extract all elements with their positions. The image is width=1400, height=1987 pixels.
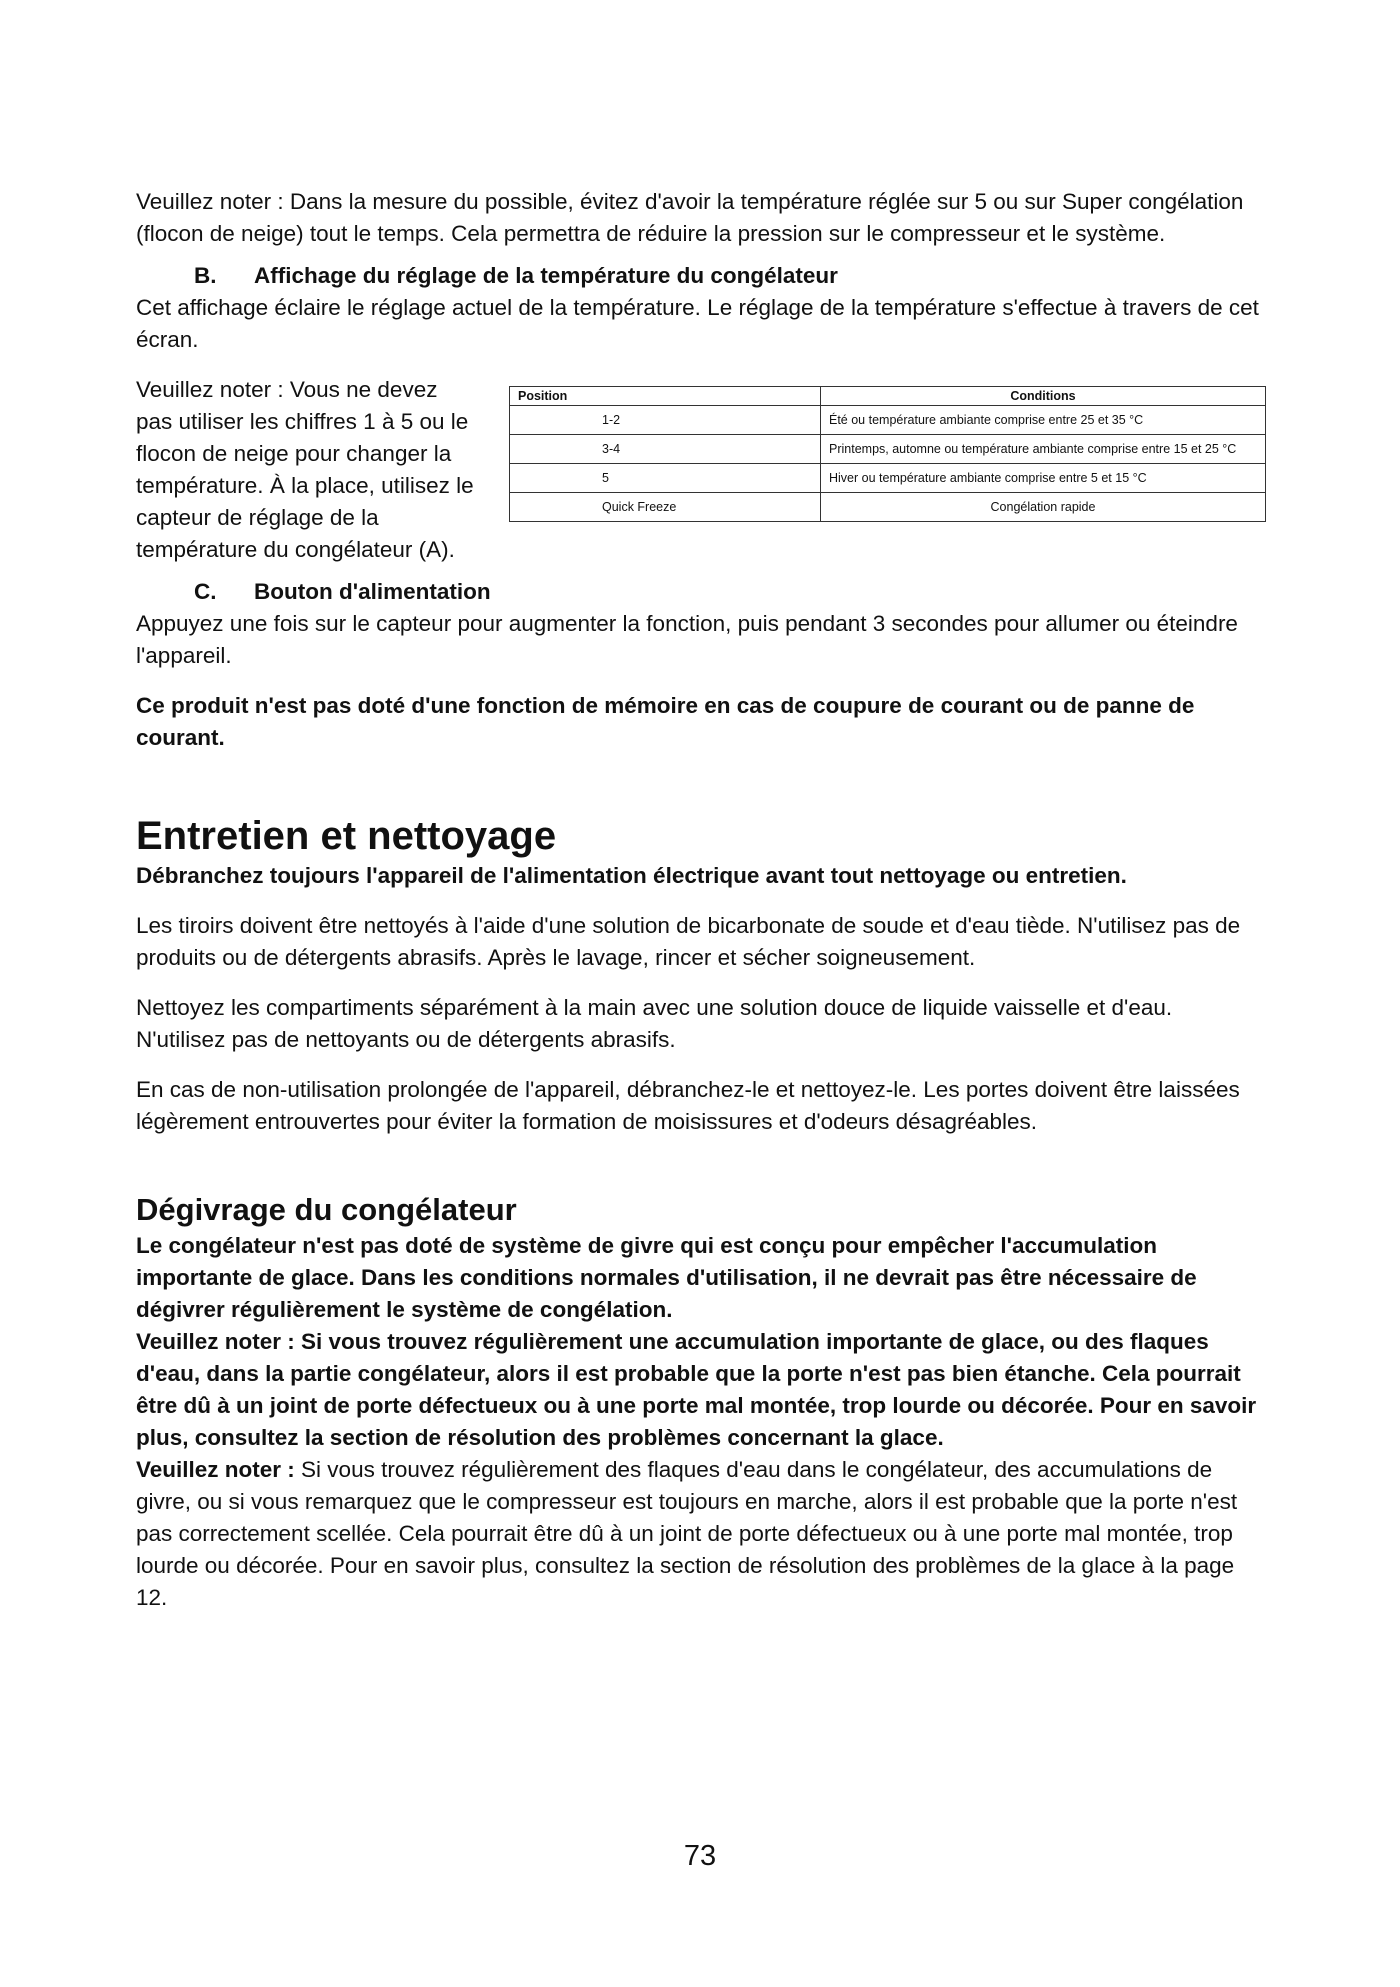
section-c-heading [136, 576, 1266, 608]
note-sensor: Veuillez noter : Vous ne devez pas utiliser les chiffres 1 à 5 ou le flocon de neige pour changer la température. À la place, utilisez le capteur de réglage de la température du congélateur (A). [136, 377, 474, 562]
conditions-table [509, 386, 1266, 522]
maintenance-warning: Débranchez toujours l'appareil de l'alimentation électrique avant tout nettoyage ou entretien. [136, 863, 1127, 888]
defrost-note-label: Veuillez noter : [136, 1457, 295, 1482]
defrost-para-1: Le congélateur n'est pas doté de système de givre qui est conçu pour empêcher l'accumulation importante de glace. Dans les conditions normales d'utilisation, il ne devrait pas être nécessaire de dégivrer régulièrement le système de congélation. [136, 1233, 1197, 1322]
cell-position: 5 [510, 464, 821, 493]
note-and-table [136, 374, 1266, 566]
defrost-note-body: Si vous trouvez régulièrement des flaques d'eau dans le congélateur, des accumulations de givre, ou si vous remarquez que le compresseur est toujours en marche, alors il est probable que la porte n'est pas correctement scellée. Cela pourrait être dû à un joint de porte défectueux ou à une porte mal montée, trop lourde ou décorée. Pour en savoir plus, consultez la section de résolution des problèmes de la glace à la page 12. [136, 1457, 1238, 1610]
section-b-heading [136, 260, 1266, 292]
section-c-body: Appuyez une fois sur le capteur pour augmenter la fonction, puis pendant 3 secondes pour allumer ou éteindre l'appareil. [136, 611, 1238, 668]
table-row [510, 435, 1266, 464]
cell-condition: Printemps, automne ou température ambiante comprise entre 15 et 25 °C [821, 435, 1266, 464]
section-b-title: Affichage du réglage de la température du congélateur [254, 263, 838, 288]
memory-note: Ce produit n'est pas doté d'une fonction de mémoire en cas de coupure de courant ou de panne de courant. [136, 693, 1195, 750]
section-c-title: Bouton d'alimentation [254, 579, 491, 604]
cell-position: 1-2 [510, 406, 821, 435]
header-conditions: Conditions [821, 387, 1266, 406]
table-row [510, 493, 1266, 522]
table-row [510, 406, 1266, 435]
cell-position: 3-4 [510, 435, 821, 464]
cell-position: Quick Freeze [510, 493, 821, 522]
section-b-body: Cet affichage éclaire le réglage actuel de la température. Le réglage de la température s'effectue à travers de cet écran. [136, 295, 1259, 352]
cell-condition: Été ou température ambiante comprise entre 25 et 35 °C [821, 406, 1266, 435]
maintenance-para-1: Les tiroirs doivent être nettoyés à l'aide d'une solution de bicarbonate de soude et d'eau tiède. N'utilisez pas de produits ou de détergents abrasifs. Après le lavage, rincer et sécher soigneusement. [136, 913, 1241, 970]
maintenance-heading: Entretien et nettoyage [136, 814, 557, 858]
defrost-para-3 [136, 1454, 1266, 1614]
header-position: Position [510, 387, 821, 406]
defrost-heading: Dégivrage du congélateur [136, 1192, 517, 1227]
section-c-letter: C. [194, 579, 217, 604]
note-temperature-setting: Veuillez noter : Dans la mesure du possible, évitez d'avoir la température réglée sur 5 ou sur Super congélation (flocon de neige) tout le temps. Cela permettra de réduire la pression sur le compresseur et le système. [136, 189, 1244, 246]
maintenance-para-3: En cas de non-utilisation prolongée de l'appareil, débranchez-le et nettoyez-le. Les portes doivent être laissées légèrement entrouvertes pour éviter la formation de moisissures et d'odeurs désagréables. [136, 1077, 1240, 1134]
defrost-para-2: Veuillez noter : Si vous trouvez régulièrement une accumulation importante de glace, ou des flaques d'eau, dans la partie congélateur, alors il est probable que la porte n'est pas bien étanche. Cela pourrait être dû à un joint de porte défectueux ou à une porte mal montée, trop lourde ou décorée. Pour en savoir plus, consultez la section de résolution des problèmes concernant la glace. [136, 1329, 1257, 1450]
maintenance-para-2: Nettoyez les compartiments séparément à la main avec une solution douce de liquide vaisselle et d'eau. N'utilisez pas de nettoyants ou de détergents abrasifs. [136, 995, 1173, 1052]
page-number: 73 [683, 1840, 717, 1872]
section-b-letter: B. [194, 263, 217, 288]
cell-condition: Congélation rapide [821, 493, 1266, 522]
cell-condition: Hiver ou température ambiante comprise entre 5 et 15 °C [821, 464, 1266, 493]
table-row [510, 464, 1266, 493]
table-header-row [510, 387, 1266, 406]
document-page [136, 186, 1266, 1614]
